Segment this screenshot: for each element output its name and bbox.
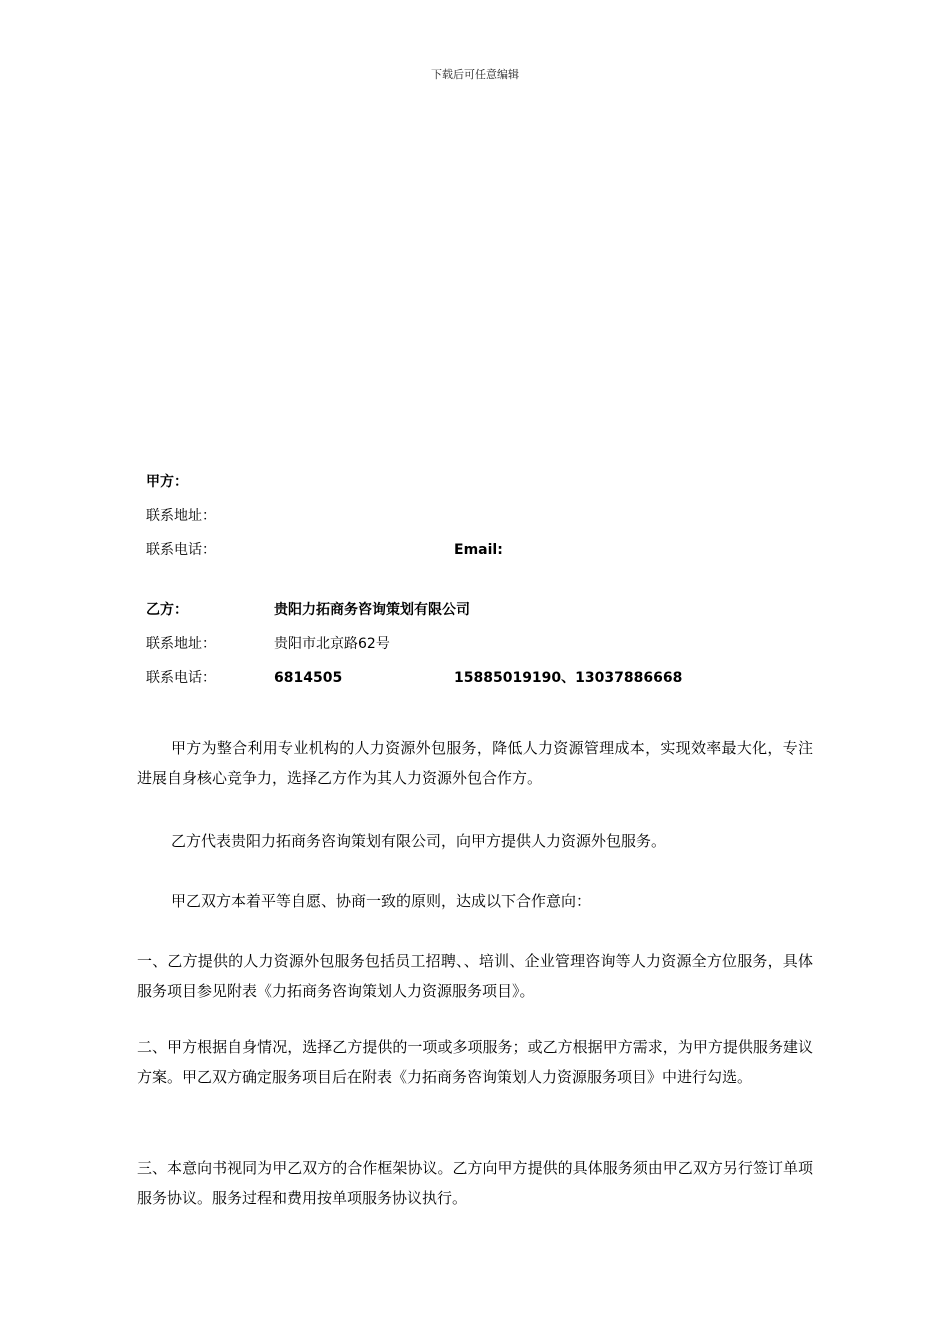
party-a-title: 甲方： — [146, 474, 188, 490]
party-a-email-label: Email: — [454, 542, 503, 558]
party-a-block — [146, 465, 826, 567]
party-b-address: 贵阳市北京路62号 — [274, 636, 390, 652]
clause-2: 二、甲方根据自身情况，选择乙方提供的一项或多项服务；或乙方根据甲方需求，为甲方提供服务建议方案。甲乙双方确定服务项目后在附表《力拓商务咨询策划人力资源服务项目》中进行勾选。 — [137, 1038, 813, 1086]
party-b-title: 乙方： — [146, 602, 188, 618]
party-a-phone-row — [146, 533, 826, 567]
party-b-phone: 6814505 — [274, 670, 343, 686]
party-b-block — [146, 593, 826, 695]
clause-1: 一、乙方提供的人力资源外包服务包括员工招聘、、培训、企业管理咨询等人力资源全方位服务，具体服务项目参见附表《力拓商务咨询策划人力资源服务项目》。 — [137, 952, 813, 1000]
party-a-title-row — [146, 465, 826, 499]
header-note: 下载后可任意编辑 — [431, 68, 519, 81]
party-b-phone-label: 联系电话： — [146, 670, 216, 686]
party-b-title-row — [146, 593, 826, 627]
paragraph-principle: 甲乙双方本着平等自愿、协商一致的原则，达成以下合作意向： — [171, 892, 592, 910]
party-b-address-row — [146, 627, 826, 661]
party-a-address-label: 联系地址： — [146, 508, 216, 524]
party-a-address-row — [146, 499, 826, 533]
party-b-company: 贵阳力拓商务咨询策划有限公司 — [274, 602, 470, 618]
paragraph-representation: 乙方代表贵阳力拓商务咨询策划有限公司，向甲方提供人力资源外包服务。 — [171, 832, 667, 850]
party-b-mobile: 15885019190、13037886668 — [454, 670, 683, 686]
party-b-address-label: 联系地址： — [146, 636, 216, 652]
party-a-phone-label: 联系电话： — [146, 542, 216, 558]
paragraph-purpose: 甲方为整合利用专业机构的人力资源外包服务，降低人力资源管理成本，实现效率最大化，专注进展自身核心竞争力，选择乙方作为其人力资源外包合作方。 — [137, 739, 813, 787]
party-b-phone-row — [146, 661, 826, 695]
clause-3: 三、本意向书视同为甲乙双方的合作框架协议。乙方向甲方提供的具体服务须由甲乙双方另行签订单项服务协议。服务过程和费用按单项服务协议执行。 — [137, 1159, 813, 1207]
